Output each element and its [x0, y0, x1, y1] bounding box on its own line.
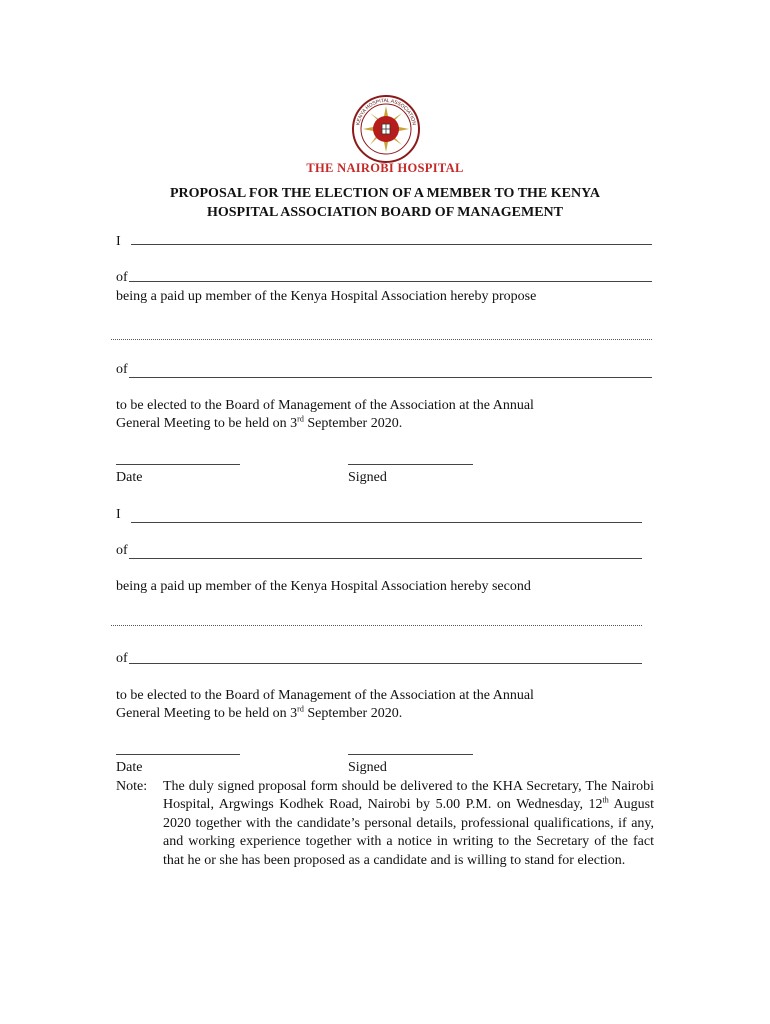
hospital-name: THE NAIROBI HOSPITAL [306, 161, 464, 175]
election-line-1: to be elected to the Board of Management of the Association at the Annual [116, 398, 534, 413]
proposer-address-field[interactable] [129, 281, 652, 282]
seconder-i-label: I [116, 507, 121, 522]
nominee-address-field[interactable] [129, 377, 652, 378]
seconder-election-text [116, 687, 656, 723]
svg-text:KENYA HOSPITAL ASSOCIATION: KENYA HOSPITAL ASSOCIATION [355, 97, 417, 126]
kha-crest-icon [351, 94, 421, 164]
nominee-of-label: of [116, 362, 128, 377]
seconder-signature-field[interactable] [348, 754, 473, 755]
note-label: Note: [116, 779, 148, 794]
kha-logo [351, 94, 421, 164]
seconder-address-field[interactable] [129, 558, 642, 559]
proposer-date-label: Date [116, 470, 143, 485]
note-text: The duly signed proposal form should be delivered to the KHA Secretary, The Nairobi Hospital, Argwings Kodhek Road, Nairobi by 5.00 P.M. on Wednesday, 12th August 2020 together with the candidate’s personal details, professional qualifications, if any, and working experience together with a notice in writing to the Secretary of the fact that he or she has been proposed as a candidate and is willing to stand for election. [163, 779, 654, 868]
nominee-name-field[interactable] [111, 339, 652, 340]
seconded-nominee-address-field[interactable] [129, 663, 642, 664]
seconder-member-text: being a paid up member of the Kenya Hospital Association hereby second [116, 579, 531, 594]
seconder-name-field[interactable] [131, 522, 642, 523]
seconder-date-field[interactable] [116, 754, 240, 755]
title-line-2: HOSPITAL ASSOCIATION BOARD OF MANAGEMENT [206, 205, 563, 220]
proposer-signature-field[interactable] [348, 464, 473, 465]
proposer-signed-label: Signed [348, 470, 387, 485]
seconder-of-label: of [116, 543, 128, 558]
proposer-of-label: of [116, 270, 128, 285]
proposer-member-text: being a paid up member of the Kenya Hospital Association hereby propose [116, 289, 537, 304]
proposer-election-text [116, 397, 656, 433]
title-line-1: PROPOSAL FOR THE ELECTION OF A MEMBER TO THE KENYA [169, 186, 601, 201]
seconder-signed-label: Signed [348, 760, 387, 775]
proposer-name-field[interactable] [131, 244, 652, 245]
proposer-date-field[interactable] [116, 464, 240, 465]
seconded-nominee-of-label: of [116, 651, 128, 666]
seconder-date-label: Date [116, 760, 143, 775]
election-line-1: to be elected to the Board of Management of the Association at the Annual [116, 688, 534, 703]
page-title [110, 184, 660, 222]
seconded-nominee-name-field[interactable] [111, 625, 642, 626]
proposer-i-label: I [116, 234, 121, 249]
election-line-2: General Meeting to be held on 3rd September 2020. [116, 704, 403, 721]
election-line-2: General Meeting to be held on 3rd September 2020. [116, 414, 403, 431]
